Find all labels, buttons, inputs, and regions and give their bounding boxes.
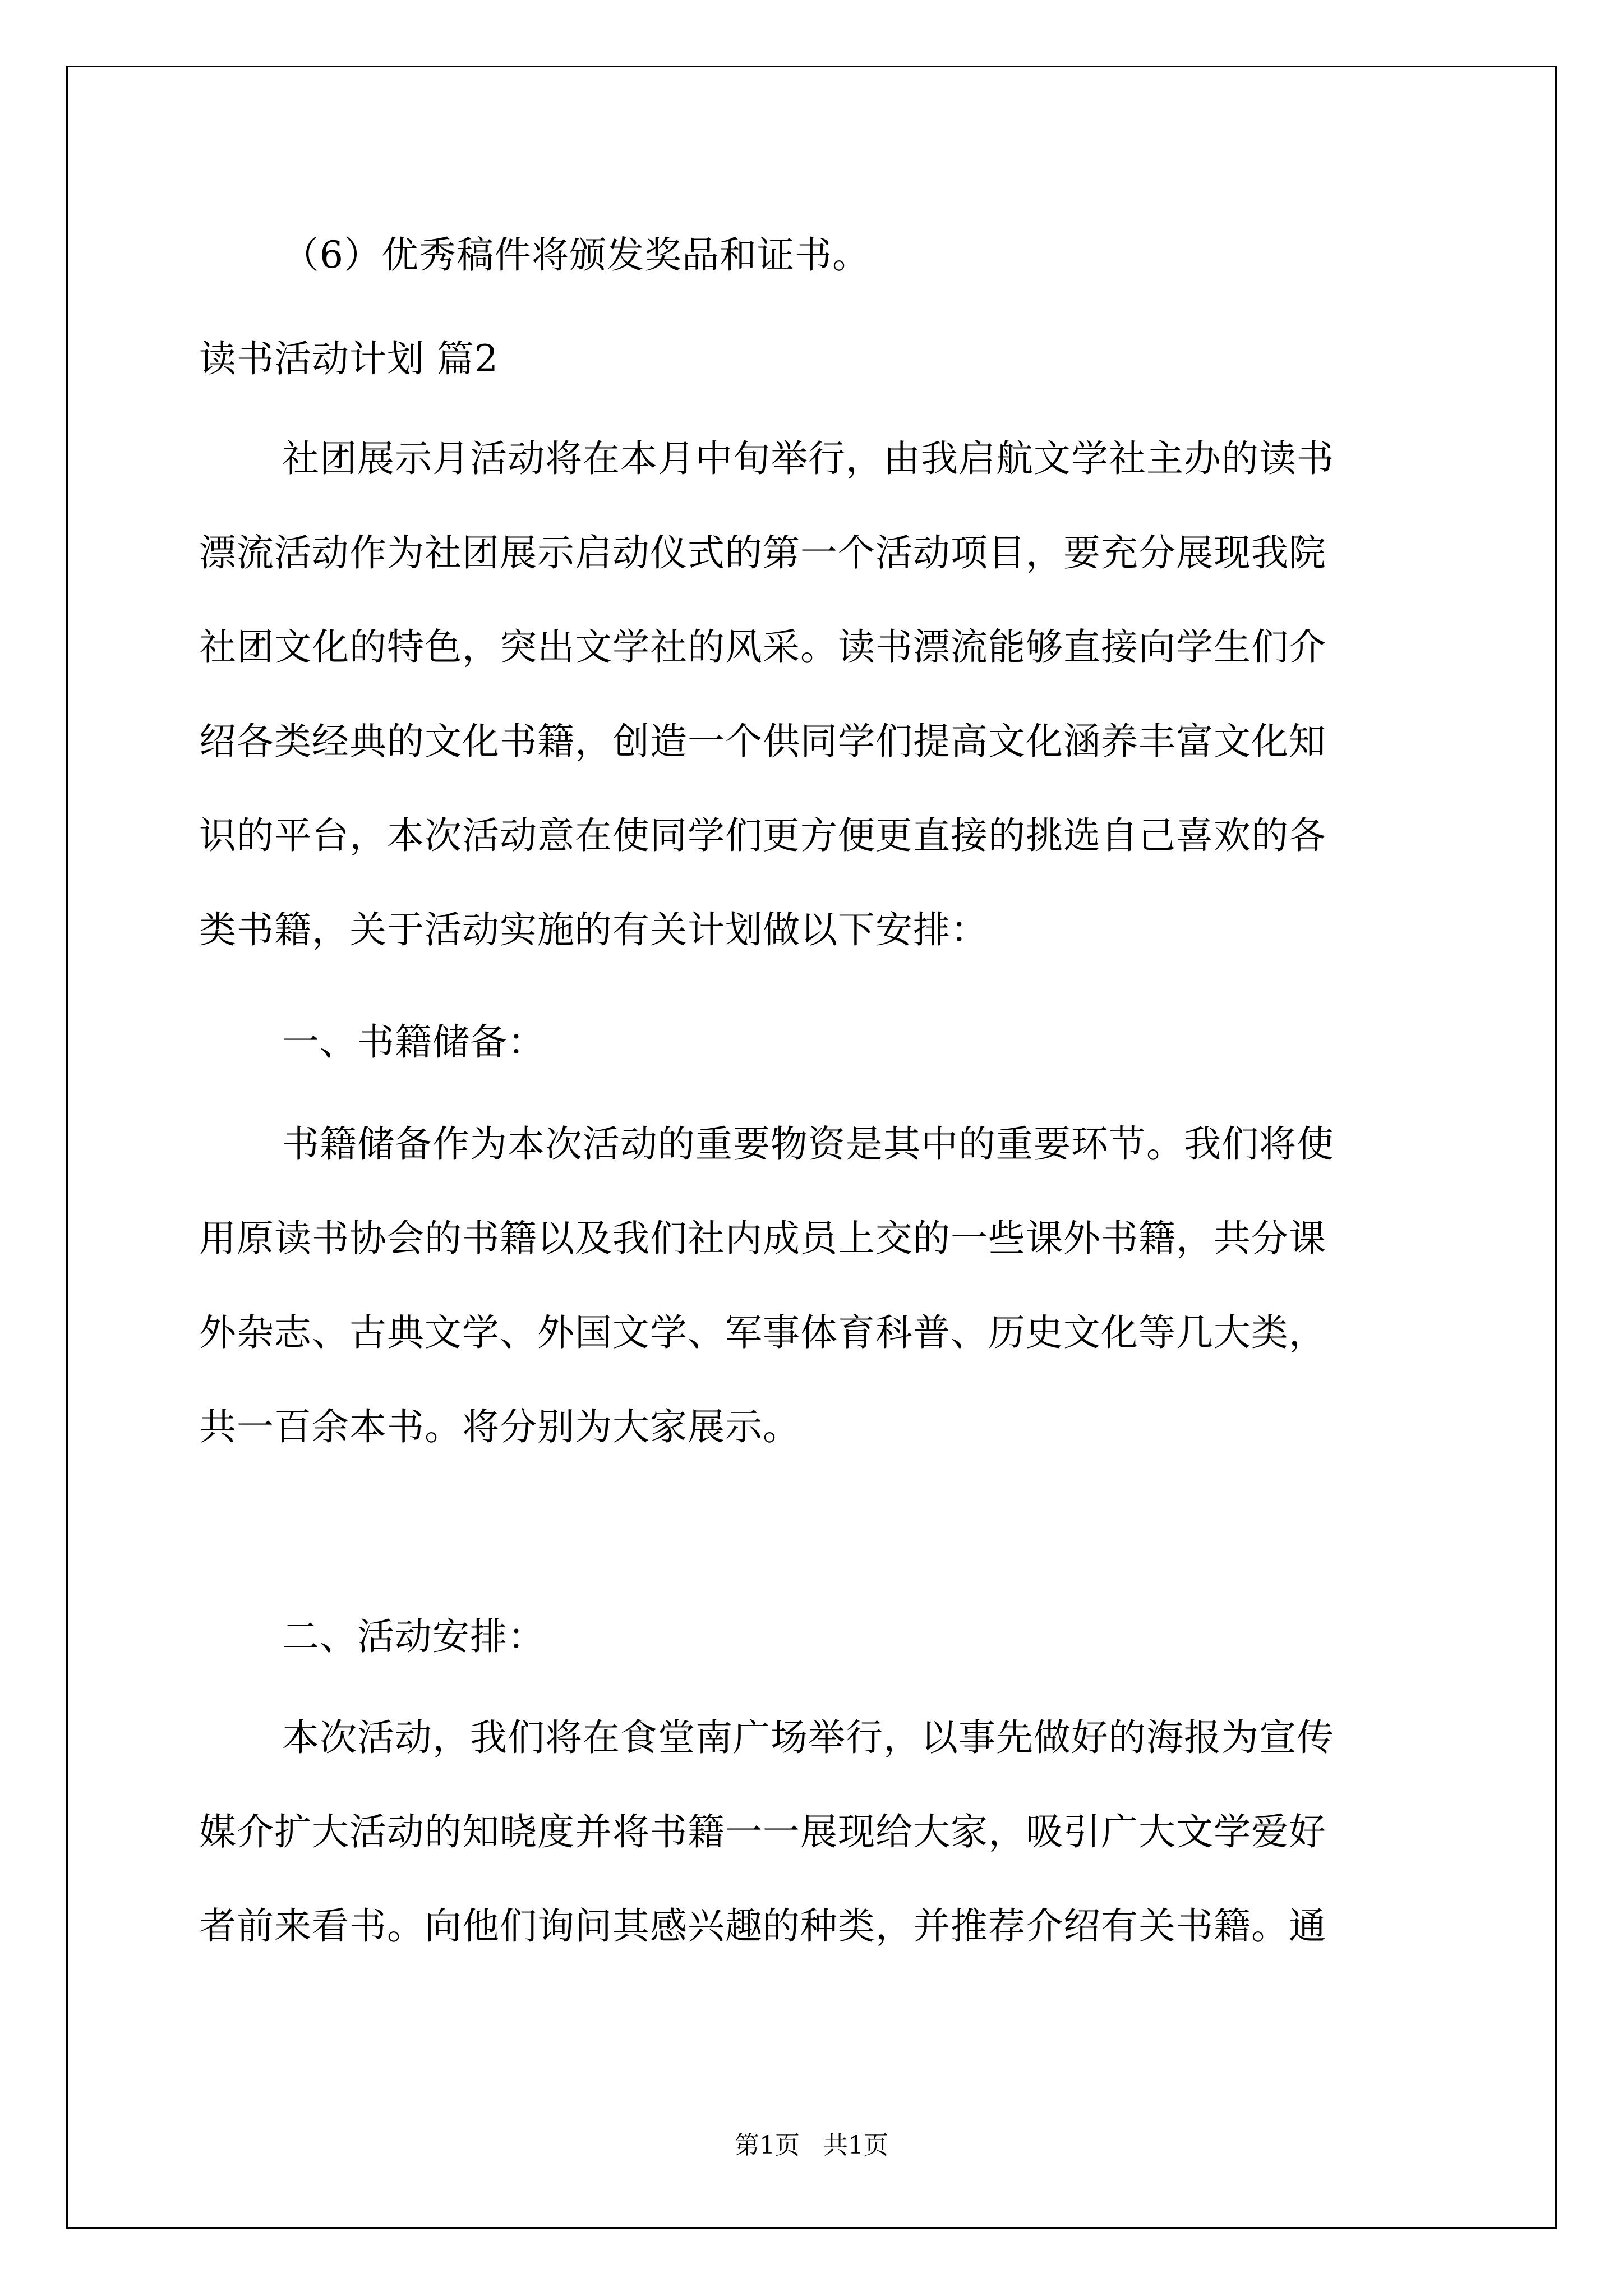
paragraph-line: 外杂志、古典文学、外国文学、军事体育科普、历史文化等几大类，: [199, 1311, 1326, 1354]
paragraph-arrangement: [199, 1710, 1433, 1993]
list-item-6: （6）优秀稿件将颁发奖品和证书。: [282, 233, 870, 277]
paragraph-line: 用原读书协会的书籍以及我们社内成员上交的一些课外书籍，共分课: [199, 1217, 1326, 1260]
paragraph-line: 社团展示月活动将在本月中旬举行，由我启航文学社主办的读书: [282, 437, 1334, 480]
paragraph-line: 识的平台，本次活动意在使同学们更方便更直接的挑选自己喜欢的各: [199, 814, 1326, 857]
heading-activity-arrangement: 二、活动安排：: [282, 1615, 545, 1658]
paragraph-line: 媒介扩大活动的知晓度并将书籍一一展现给大家，吸引广大文学爱好: [199, 1810, 1326, 1853]
paragraph-intro: [199, 431, 1433, 996]
paragraph-books: [199, 1116, 1433, 1493]
paragraph-line: 本次活动，我们将在食堂南广场举行，以事先做好的海报为宣传: [282, 1716, 1334, 1759]
section-title: 读书活动计划 篇2: [199, 337, 499, 380]
paragraph-line: 共一百余本书。将分别为大家展示。: [199, 1405, 800, 1448]
paragraph-line: 类书籍，关于活动实施的有关计划做以下安排：: [199, 908, 988, 951]
heading-book-reserve: 一、书籍储备：: [282, 1020, 545, 1064]
paragraph-line: 漂流活动作为社团展示启动仪式的第一个活动项目，要充分展现我院: [199, 531, 1326, 574]
paragraph-line: 绍各类经典的文化书籍，创造一个供同学们提高文化涵养丰富文化知: [199, 720, 1326, 763]
paragraph-line: 者前来看书。向他们询问其感兴趣的种类，并推荐介绍有关书籍。通: [199, 1904, 1326, 1948]
page-footer: 第1页 共1页: [735, 2131, 888, 2160]
paragraph-line: 社团文化的特色，突出文学社的风采。读书漂流能够直接向学生们介: [199, 625, 1326, 669]
paragraph-line: 书籍储备作为本次活动的重要物资是其中的重要环节。我们将使: [282, 1122, 1334, 1166]
